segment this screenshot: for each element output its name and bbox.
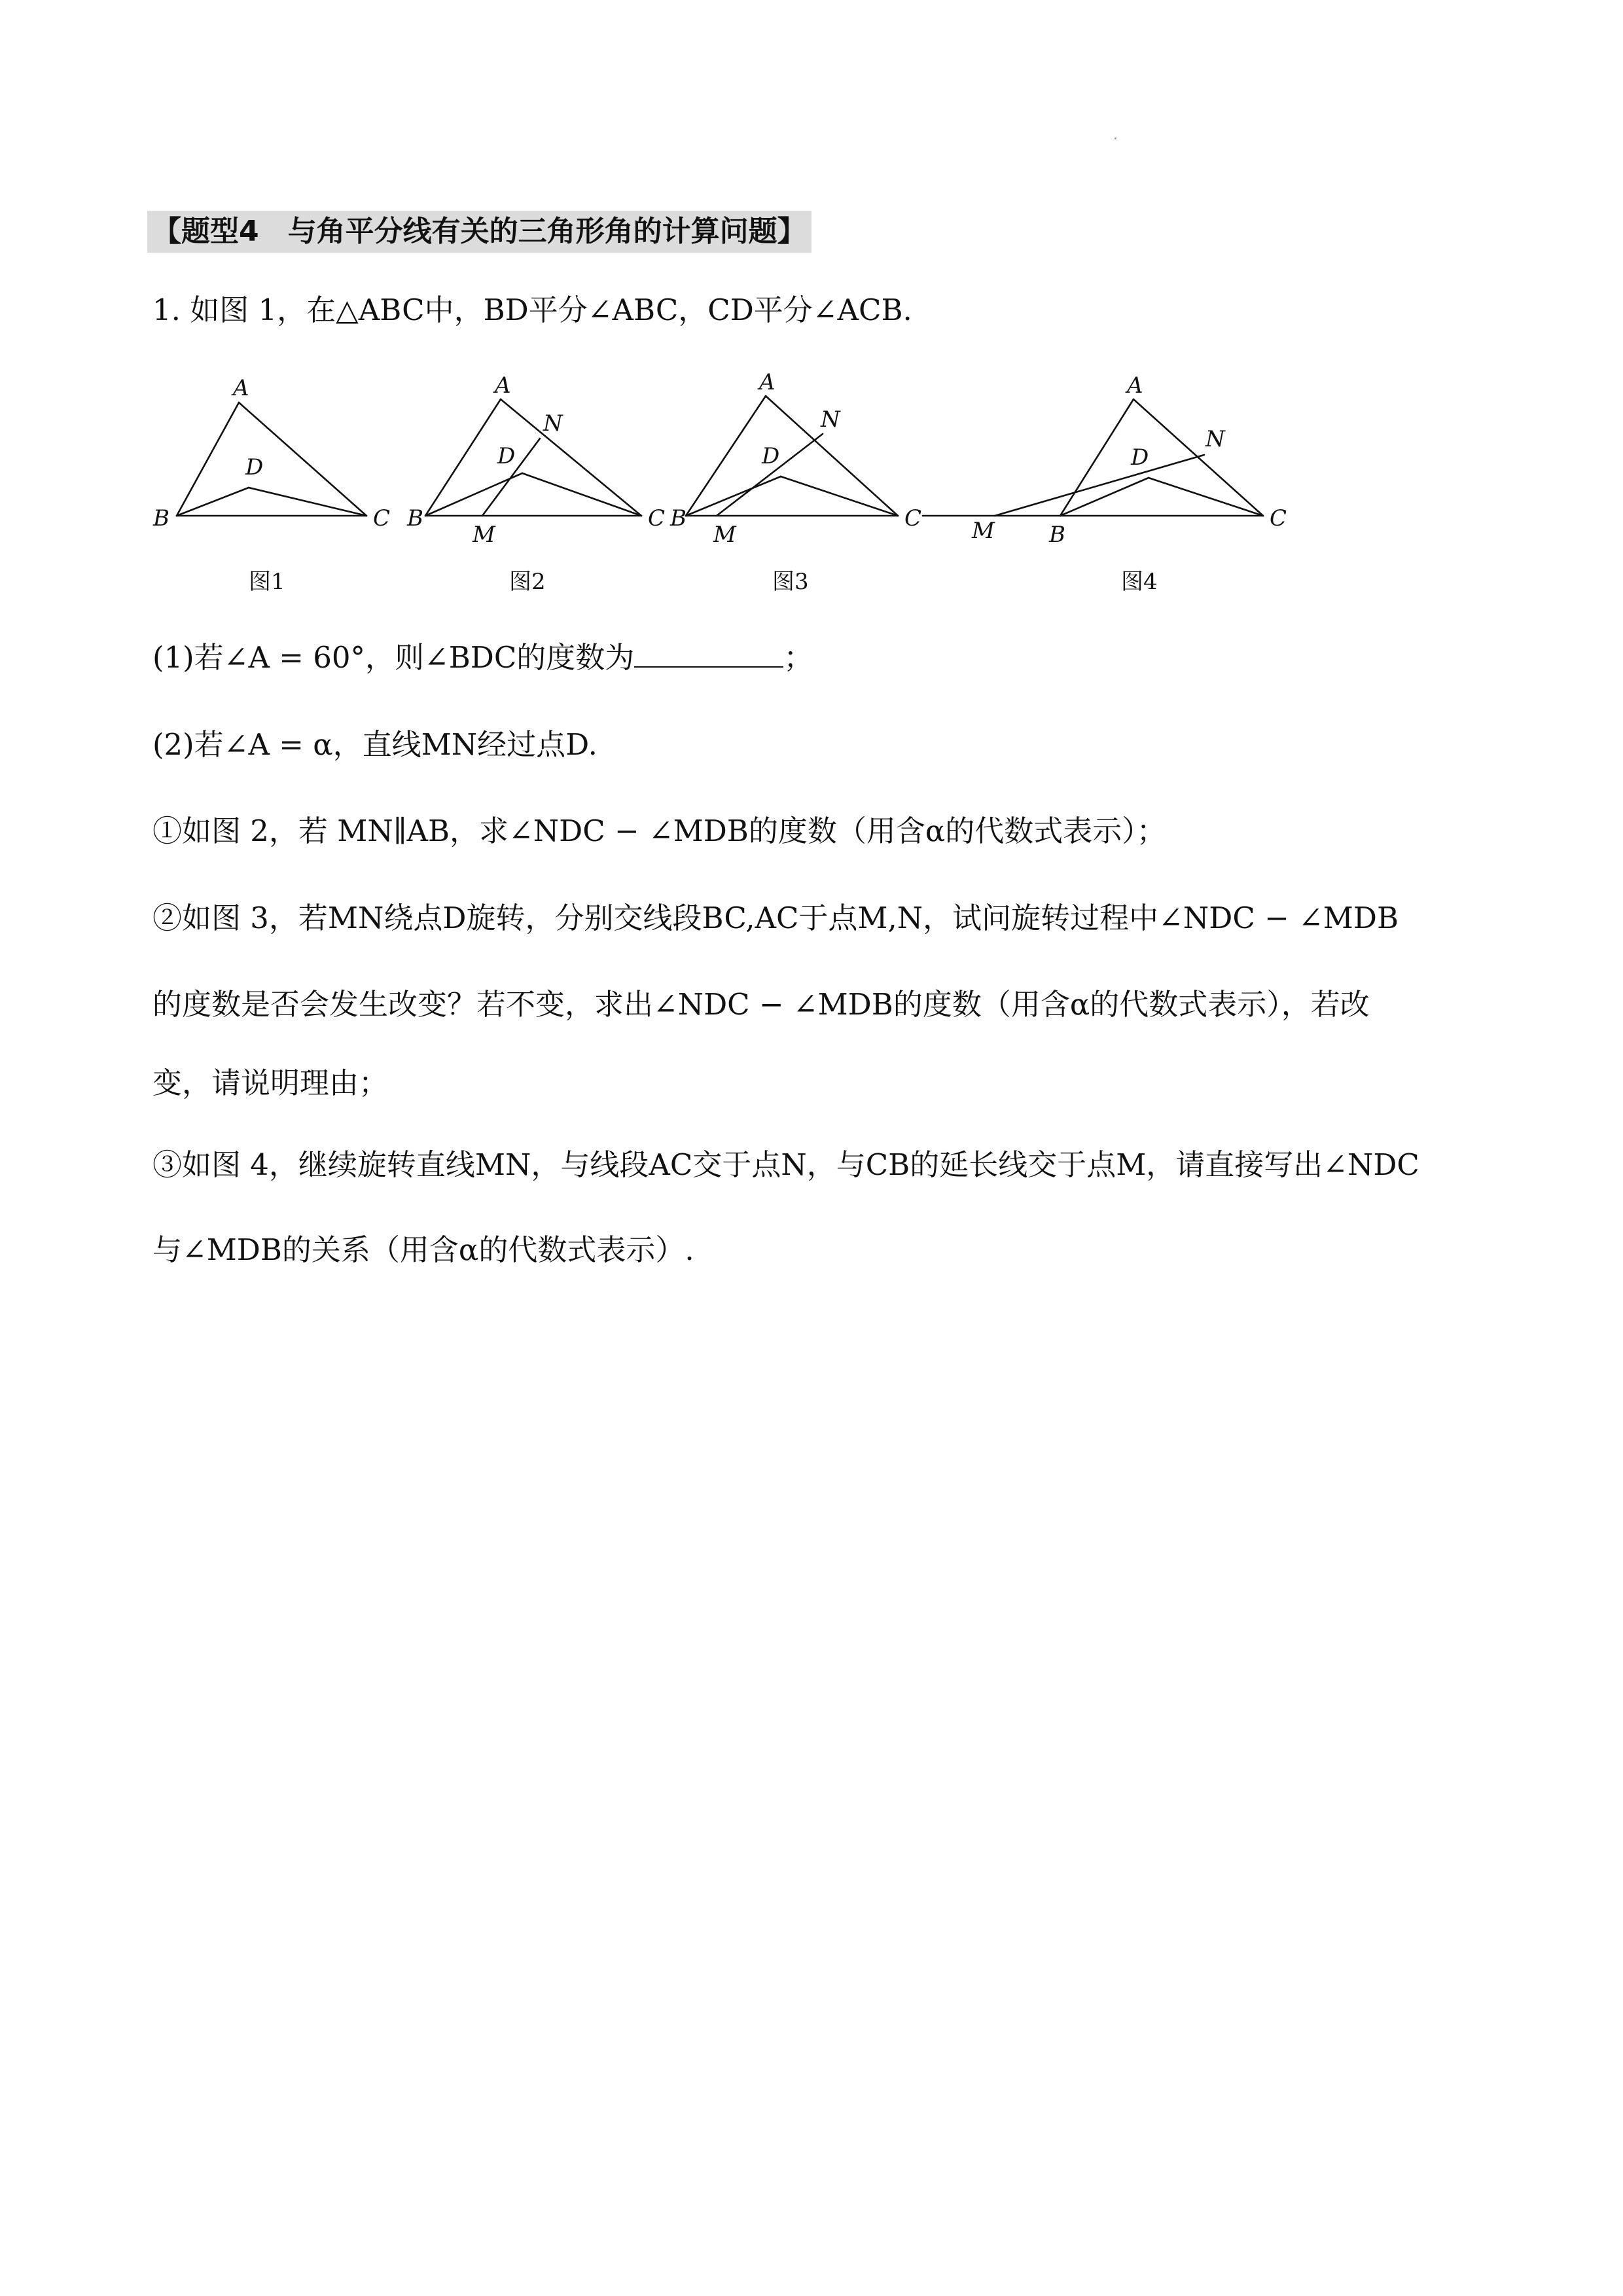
figure-3-lines: [686, 396, 898, 516]
fig4-label-b: B: [1049, 522, 1065, 548]
figures-row: [144, 367, 1296, 605]
question-2: (2)若∠A = α，直线MN经过点D.: [152, 727, 597, 762]
sub-question-2-line-2: 的度数是否会发生改变？若不变，求出∠NDC − ∠MDB的度数（用含α的代数式表示），若改: [152, 987, 1370, 1022]
question-1-text: (1)若∠A = 60°，则∠BDC的度数为: [152, 640, 635, 675]
fig4-label-d: D: [1131, 444, 1149, 471]
answer-blank: [634, 640, 783, 668]
fig1-label-b: B: [153, 505, 169, 531]
figure-1-lines: [144, 367, 366, 516]
fig3-label-d: D: [762, 443, 780, 469]
fig1-label-a: A: [233, 375, 249, 401]
fig3-label-b: B: [670, 505, 687, 531]
fig1-label-c: C: [373, 505, 391, 531]
question-1-end: ；: [783, 640, 813, 675]
caption-fig1: 图1: [249, 569, 285, 595]
fig2-label-m: M: [473, 522, 495, 548]
fig4-label-n: N: [1205, 426, 1225, 452]
fig2-label-b: B: [407, 505, 423, 531]
fig4-label-a: A: [1127, 372, 1143, 399]
fig3-label-a: A: [759, 369, 776, 395]
sub-question-1: ①如图 2，若 MN∥AB，求∠NDC − ∠MDB的度数（用含α的代数式表示）；: [152, 814, 1166, 848]
sub-question-2-line-3: 变，请说明理由；: [152, 1066, 389, 1100]
stray-dot: [1115, 137, 1116, 139]
sub-question-2-line-1: ②如图 3，若MN绕点D旋转，分别交线段BC,AC于点M,N，试问旋转过程中∠NDC − ∠MDB: [152, 901, 1399, 935]
figures-svg: [144, 367, 1296, 602]
fig1-label-d: D: [245, 454, 264, 480]
caption-fig2: 图2: [509, 569, 546, 595]
caption-fig3: 图3: [772, 569, 809, 595]
sub-question-3-line-1: ③如图 4，继续旋转直线MN，与线段AC交于点N，与CB的延长线交于点M，请直接写出∠NDC: [152, 1147, 1419, 1182]
fig3-label-n: N: [821, 406, 840, 433]
figure-4-lines: [923, 399, 1263, 516]
fig2-label-n: N: [543, 410, 563, 437]
figure-2-lines: [425, 399, 641, 516]
problem-intro: 1. 如图 1，在△ABC中，BD平分∠ABC，CD平分∠ACB.: [152, 293, 912, 327]
fig4-label-m: M: [972, 518, 995, 544]
sub-question-3-line-2: 与∠MDB的关系（用含α的代数式表示）.: [152, 1232, 694, 1267]
fig3-label-m: M: [713, 522, 736, 548]
caption-fig4: 图4: [1121, 569, 1158, 595]
fig2-label-c: C: [648, 505, 666, 531]
fig2-label-a: A: [495, 372, 511, 399]
fig3-label-c: C: [904, 505, 922, 531]
fig2-label-d: D: [497, 443, 516, 469]
fig4-label-c: C: [1270, 505, 1287, 531]
section-heading: 【题型4 与角平分线有关的三角形角的计算问题】: [147, 211, 812, 253]
question-1: [152, 638, 813, 677]
